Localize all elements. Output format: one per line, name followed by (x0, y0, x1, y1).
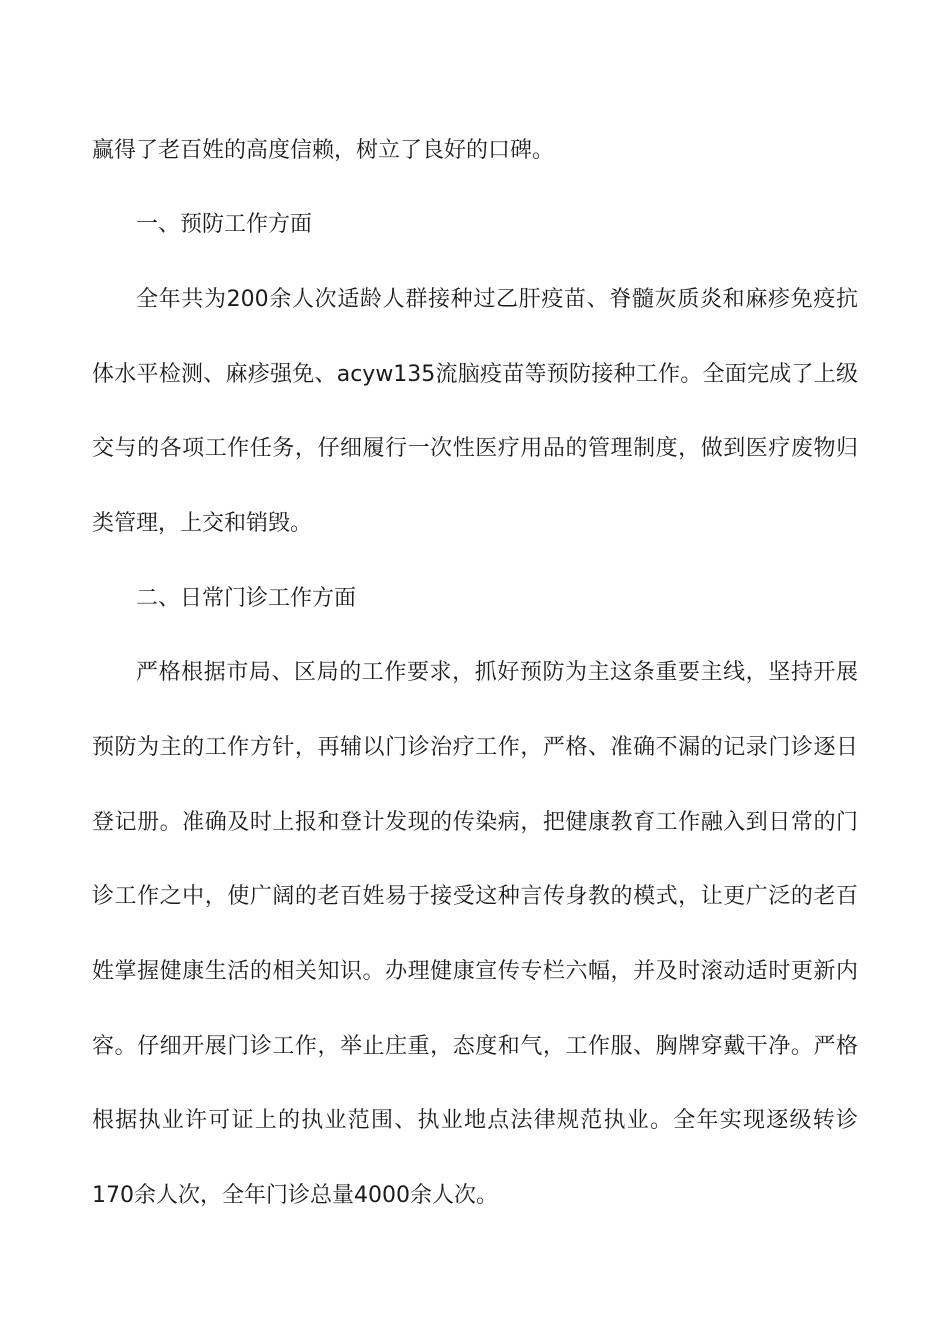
text-line: 姓掌握健康生活的相关知识。办理健康宣传专栏六幅，并及时滚动适时更新内 (92, 959, 858, 984)
text-line: 预防为主的工作方针，再辅以门诊治疗工作，严格、准确不漏的记录门诊逐日 (92, 735, 858, 760)
text-line: 登记册。准确及时上报和登计发现的传染病，把健康教育工作融入到日常的门 (92, 810, 858, 835)
text-line: 170余人次，全年门诊总量4000余人次。 (92, 1183, 498, 1208)
text-line: 容。仔细开展门诊工作，举止庄重，态度和气，工作服、胸牌穿戴干净。严格 (92, 1034, 858, 1059)
section-heading-prevention: 一、预防工作方面 (136, 212, 313, 237)
text-line: 根据执业许可证上的执业范围、执业地点法律规范执业。全年实现逐级转诊 (92, 1108, 858, 1133)
text-line: 交与的各项工作任务，仔细履行一次性医疗用品的管理制度，做到医疗废物归 (92, 436, 858, 461)
text-line: 严格根据市局、区局的工作要求，抓好预防为主这条重要主线，坚持开展 (136, 660, 858, 685)
text-line: 体水平检测、麻疹强免、acyw135流脑疫苗等预防接种工作。全面完成了上级 (92, 362, 858, 387)
text-line: 类管理，上交和销毁。 (92, 511, 313, 536)
text-line: 赢得了老百姓的高度信赖，树立了良好的口碑。 (92, 138, 555, 163)
text-line: 全年共为200余人次适龄人群接种过乙肝疫苗、脊髓灰质炎和麻疹免疫抗 (136, 287, 858, 312)
section-heading-outpatient: 二、日常门诊工作方面 (136, 586, 357, 611)
text-line: 诊工作之中，使广阔的老百姓易于接受这种言传身教的模式，让更广泛的老百 (92, 884, 858, 909)
